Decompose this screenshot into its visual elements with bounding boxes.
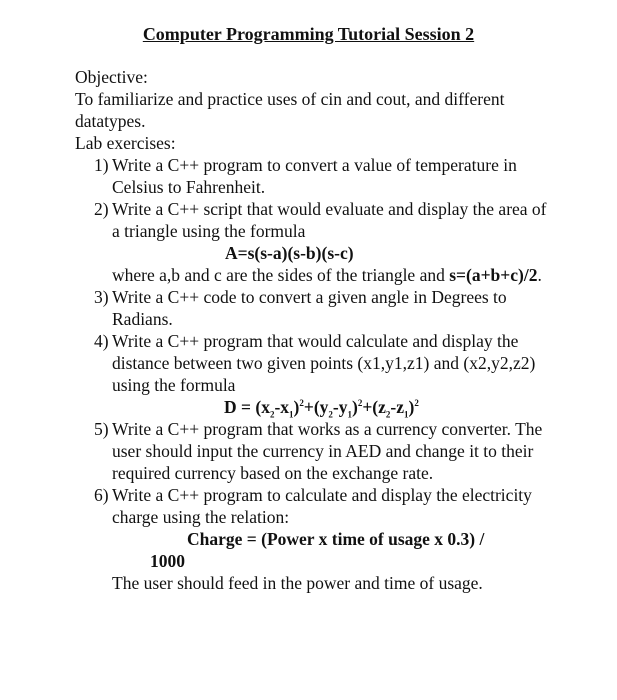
exercise-item-6	[75, 484, 555, 594]
exercise-number: 2)	[94, 199, 109, 219]
exercise-text: Write a C++ script that would evaluate and display the area of a triangle using the formula	[112, 199, 547, 241]
charge-formula: Charge = (Power x time of usage x 0.3) /	[187, 529, 485, 549]
exercise-item-4	[75, 330, 555, 418]
document-body	[75, 66, 555, 594]
exercise-text: Write a C++ program to calculate and display the electricity charge using the relation:	[112, 485, 532, 527]
objective-label: Objective:	[75, 67, 148, 87]
exercise-item-3	[75, 286, 555, 330]
exercise-item-2	[75, 198, 555, 286]
exercise-note: where a,b and c are the sides of the triangle and s=(a+b+c)/2.	[112, 265, 542, 285]
semi-perimeter-formula: s=(a+b+c)/2	[449, 265, 538, 285]
exercise-number: 6)	[94, 485, 109, 505]
exercise-item-1	[75, 154, 555, 198]
triangle-area-formula: A=s(s-a)(s-b)(s-c)	[225, 243, 354, 263]
exercise-number: 1)	[94, 155, 109, 175]
exercise-number: 4)	[94, 331, 109, 351]
exercise-text: Write a C++ program that works as a currency converter. The user should input the currency in AED and change it to their required currency based on the exchange rate.	[112, 419, 543, 483]
page-title: Computer Programming Tutorial Session 2	[142, 24, 475, 44]
exercise-note: The user should feed in the power and time of usage.	[112, 573, 483, 593]
exercise-text: Write a C++ code to convert a given angle in Degrees to Radians.	[112, 287, 507, 329]
exercise-item-5	[75, 418, 555, 484]
exercise-number: 3)	[94, 287, 109, 307]
lab-exercises-label: Lab exercises:	[75, 133, 176, 153]
charge-formula-denominator: 1000	[150, 551, 185, 571]
exercise-number: 5)	[94, 419, 109, 439]
exercise-text: Write a C++ program to convert a value of temperature in Celsius to Fahrenheit.	[112, 155, 517, 197]
exercise-list	[75, 154, 555, 594]
distance-formula: $D = (x_2-x_1)^2+(y_2-y_1)^2+(z_2-z_1)^2$	[224, 397, 419, 420]
exercise-text: Write a C++ program that would calculate and display the distance between two given points (x1,y1,z1) and (x2,y2,z2) using the formula	[112, 331, 536, 395]
objective-text: To familiarize and practice uses of cin and cout, and different datatypes.	[75, 89, 505, 131]
